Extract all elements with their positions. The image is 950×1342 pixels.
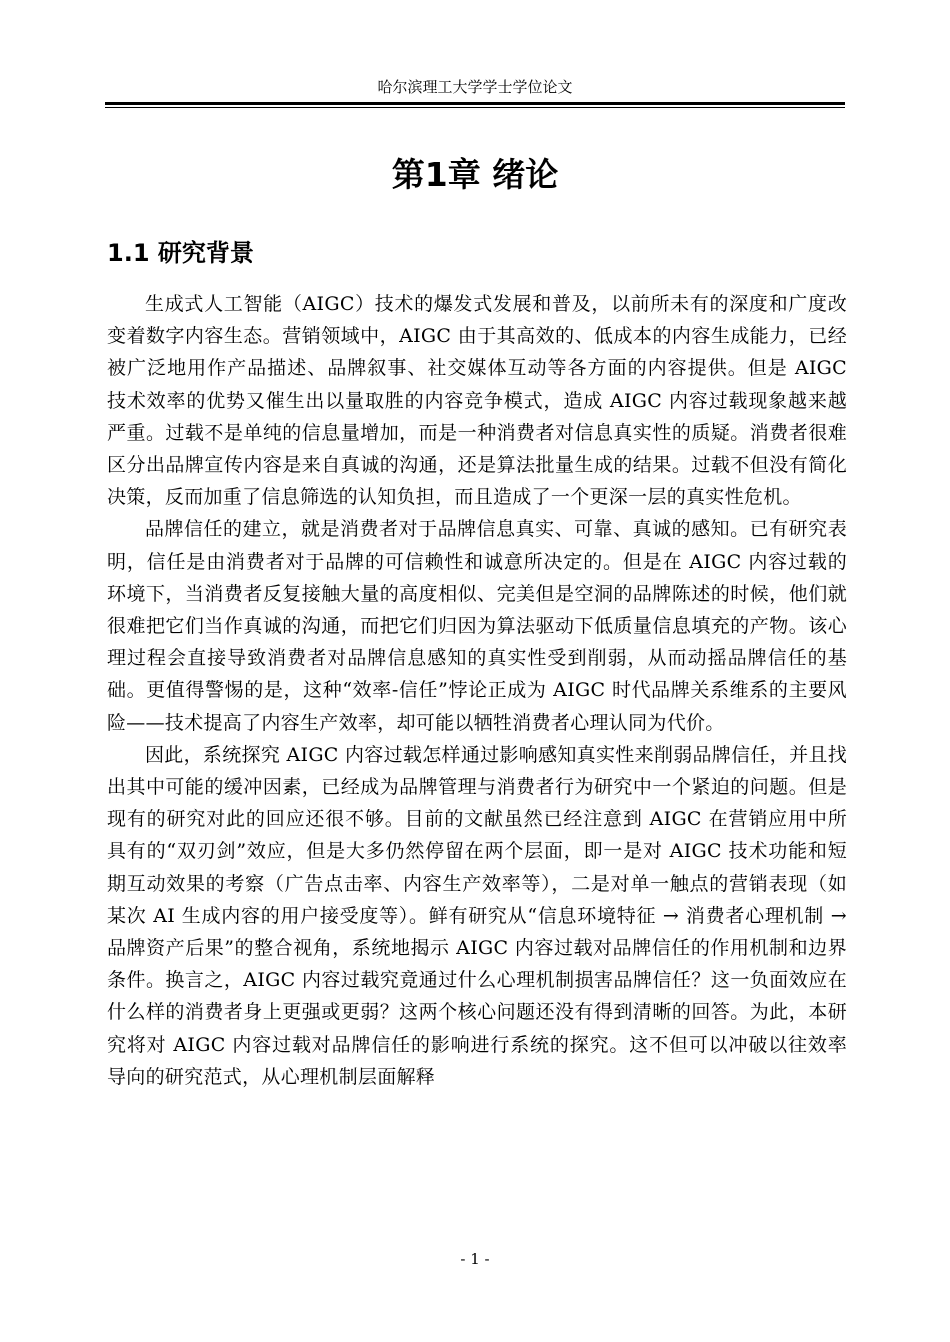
running-header: 哈尔滨理工大学学士学位论文 bbox=[377, 78, 573, 96]
body-text bbox=[107, 288, 847, 1093]
section-heading: 1.1 研究背景 bbox=[107, 239, 254, 267]
header-rule-thick bbox=[105, 102, 845, 105]
chapter-title: 第1章 绪论 bbox=[391, 155, 559, 194]
paragraph: 品牌信任的建立，就是消费者对于品牌信息真实、可靠、真诚的感知。已有研究表明，信任是由消费者对于品牌的可信赖性和诚意所决定的。但是在 AIGC 内容过载的环境下，当消费者反复接触大量的高度相似、完美但是空洞的品牌陈述的时候，他们就很难把它们当作真诚的沟通，而把它们归因为算法驱动下低质量信息填充的产物。该心理过程会直接导致消费者对品牌信息感知的真实性受到削弱，从而动摇品牌信任的基础。更值得警惕的是，这种“效率-信任”悖论正成为 AIGC 时代品牌关系维系的主要风险——技术提高了内容生产效率，却可能以牺牲消费者心理认同为代价。 bbox=[107, 518, 847, 734]
paragraph: 因此，系统探究 AIGC 内容过载怎样通过影响感知真实性来削弱品牌信任，并且找出其中可能的缓冲因素，已经成为品牌管理与消费者行为研究中一个紧迫的问题。但是现有的研究对此的回应还很不够。目前的文献虽然已经注意到 AIGC 在营销应用中所具有的“双刃剑”效应，但是大多仍然停留在两个层面，即一是对 AIGC 技术功能和短期互动效果的考察（广告点击率、内容生产效率等），二是对单一触点的营销表现（如某次 AI 生成内容的用户接受度等）。鲜有研究从“信息环境特征 → 消费者心理机制 → 品牌资产后果”的整合视角，系统地揭示 AIGC 内容过载对品牌信任的作用机制和边界条件。换言之，AIGC 内容过载究竟通过什么心理机制损害品牌信任？这一负面效应在什么样的消费者身上更强或更弱？这两个核心问题还没有得到清晰的回答。为此，本研究将对 AIGC 内容过载对品牌信任的影响进行系统的探究。这不但可以冲破以往效率导向的研究范式，从心理机制层面解释 bbox=[107, 743, 847, 1088]
page-number: - 1 - bbox=[460, 1250, 490, 1268]
paragraph: 生成式人工智能（AIGC）技术的爆发式发展和普及，以前所未有的深度和广度改变着数字内容生态。营销领域中，AIGC 由于其高效的、低成本的内容生成能力，已经被广泛地用作产品描述、品牌叙事、社交媒体互动等各方面的内容提供。但是 AIGC 技术效率的优势又催生出以量取胜的内容竞争模式，造成 AIGC 内容过载现象越来越严重。过载不是单纯的信息量增加，而是一种消费者对信息真实性的质疑。消费者很难区分出品牌宣传内容是来自真诚的沟通，还是算法批量生成的结果。过载不但没有简化决策，反而加重了信息筛选的认知负担，而且造成了一个更深一层的真实性危机。 bbox=[107, 293, 847, 509]
header-rule-thin bbox=[105, 107, 845, 108]
